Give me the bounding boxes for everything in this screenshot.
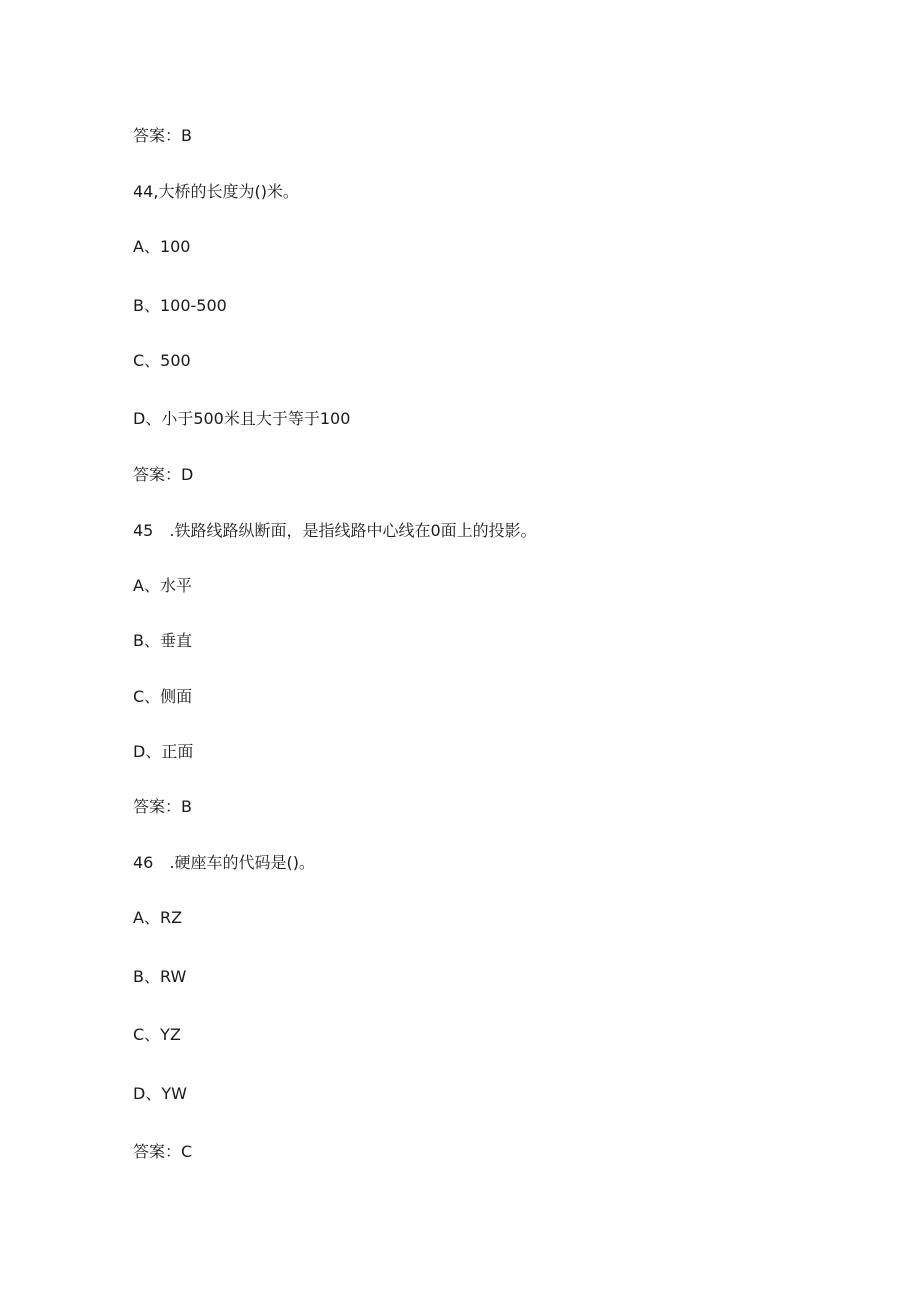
answer-44: 答案：D — [133, 465, 194, 484]
question-44: 44,大桥的长度为()米。 — [133, 182, 299, 201]
q46-option-c: C、YZ — [133, 1025, 181, 1044]
q44-option-d: D、小于500米且大于等于100 — [133, 409, 351, 428]
q44-option-c: C、500 — [133, 351, 191, 370]
q45-option-c: C、侧面 — [133, 687, 193, 706]
q46-option-a: A、RZ — [133, 908, 183, 927]
answer-46: 答案：C — [133, 1142, 193, 1161]
answer-43: 答案：B — [133, 126, 192, 145]
question-46: 46 .硬座车的代码是()。 — [133, 853, 315, 872]
q44-option-b: B、100-500 — [133, 296, 227, 315]
answer-45: 答案：B — [133, 797, 192, 816]
q45-option-a: A、水平 — [133, 576, 192, 595]
q46-option-b: B、RW — [133, 967, 187, 986]
question-45: 45 .铁路线路纵断面，是指线路中心线在0面上的投影。 — [133, 521, 537, 540]
q45-option-d: D、正面 — [133, 742, 194, 761]
q45-option-b: B、垂直 — [133, 631, 192, 650]
q46-option-d: D、YW — [133, 1084, 187, 1103]
q44-option-a: A、100 — [133, 237, 191, 256]
